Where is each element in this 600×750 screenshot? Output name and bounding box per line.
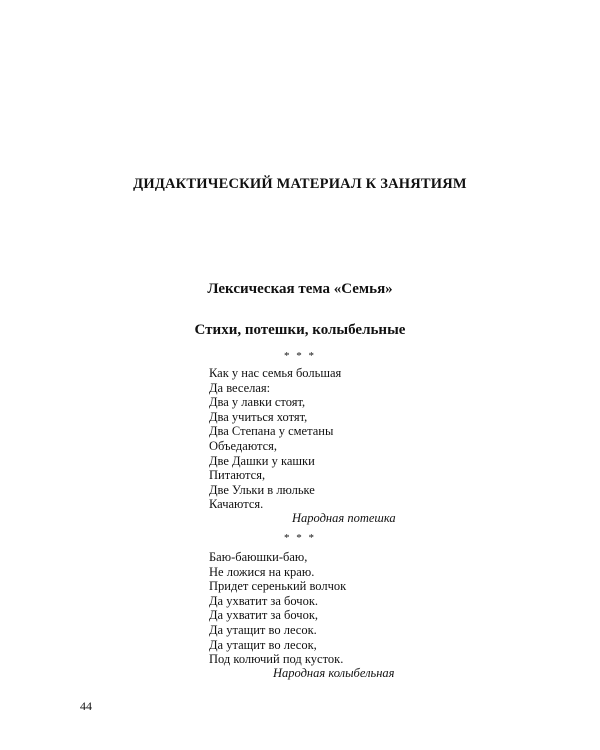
poem-line: Качаются. <box>209 497 264 512</box>
poem-line: Питаются, <box>209 468 266 483</box>
poem-line: Да ухватит за бочок. <box>209 593 319 608</box>
poem-line: Два Степана у сметаны <box>209 424 334 439</box>
poem-attribution: Народная потешка <box>292 511 396 525</box>
poem-line: Как у нас семья большая <box>209 366 342 380</box>
subsection-title: Стихи, потешки, колыбельные <box>194 322 406 338</box>
poem-line: Да ухватит за бочок, <box>209 608 319 623</box>
poem-line: Два у лавки стоят, <box>209 395 306 410</box>
poem-line: Придет серенький волчок <box>209 579 347 594</box>
page-number: 44 <box>80 699 92 713</box>
poem-separator: * * * <box>284 350 316 362</box>
topic-title: Лексическая тема «Семья» <box>207 281 393 297</box>
poem-line: Да утащит во лесок. <box>209 622 317 637</box>
poem-line: Не ложися на краю. <box>209 564 315 579</box>
poem-line: Баю-баюшки-баю, <box>209 550 308 564</box>
poem-line: Две Ульки в люльке <box>209 482 315 497</box>
section-title: ДИДАКТИЧЕСКИЙ МАТЕРИАЛ К ЗАНЯТИЯМ <box>133 176 467 192</box>
poem-line: Объедаются, <box>209 438 278 453</box>
poem-line: Да утащит во лесок, <box>209 637 317 652</box>
poem-attribution: Народная колыбельная <box>273 666 395 680</box>
poem-line: Две Дашки у кашки <box>209 453 315 468</box>
poem-line: Два учиться хотят, <box>209 409 308 424</box>
poem-family <box>209 366 341 512</box>
poem-lullaby <box>209 550 346 667</box>
poem-line: Под колючий под кусток. <box>209 652 344 667</box>
poem-separator: * * * <box>284 532 316 544</box>
poem-line: Да веселая: <box>209 380 271 395</box>
